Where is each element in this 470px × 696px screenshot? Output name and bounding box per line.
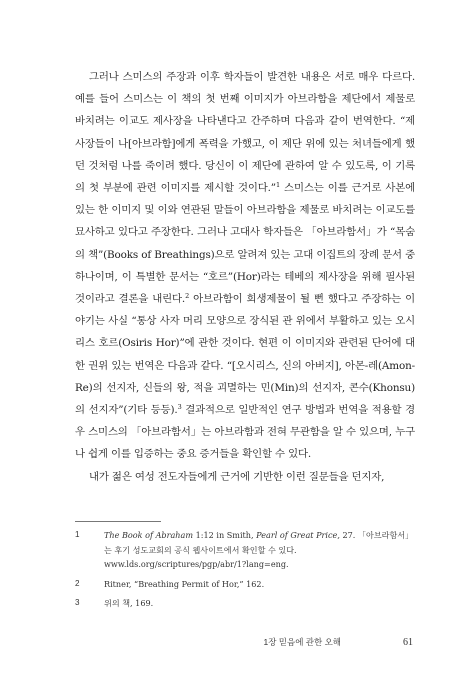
italic-title: Pearl of Great Price, bbox=[256, 530, 340, 540]
footnote-ref: 2 bbox=[185, 292, 190, 301]
footnotes bbox=[75, 528, 415, 616]
body-paragraph bbox=[75, 466, 415, 488]
footnote-number: 3 bbox=[75, 598, 80, 607]
footnote-text bbox=[104, 528, 415, 572]
body-paragraph bbox=[75, 66, 415, 466]
footnote bbox=[75, 577, 415, 592]
footnote-text bbox=[104, 577, 415, 592]
text-run: 27. 「아브라함서」는 후기 성도교회의 공식 웹사이트에서 확인할 수 있다. www.lds.org/scriptures/pgp/abr/1?lang=eng. bbox=[104, 530, 414, 569]
text-run: 스미스는 이를 근거로 사본에 있는 한 이미지 및 이와 연관된 말들이 아브라함을 제물로 바치려는 이교도를 묘사하고 있다고 주장한다. 그러나 고대사 학자들은 「아브라함서」가 “목숨의 책”(Books of Breathings)으로 알려져 있는 고대 이집트의 장례 문서 중 하나이며, 이 특별한 문서는 “호르”(Hor)라는 테베의 제사장을 위해 필사된 것이라고 결론을 내린다. bbox=[75, 182, 415, 306]
footnote-number: 2 bbox=[75, 578, 80, 588]
page-number: 61 bbox=[403, 637, 413, 648]
footnote-ref: 1 bbox=[275, 181, 280, 190]
text-run: 결과적으로 일반적인 연구 방법과 번역을 적용할 경우 스미스의 「아브라함서」는 아브라함과 전혀 무관함을 알 수 있으며, 누구나 쉽게 이를 입증하는 중요 증거들을 확인할 수 있다. bbox=[75, 404, 416, 461]
text-run: 그러나 스미스의 주장과 이후 학자들이 발견한 내용은 서로 매우 다르다. 예를 들어 스미스는 이 책의 첫 번째 이미지가 아브라함을 제단에서 제물로 바치려는 이교도 제사장을 나타낸다고 간주하며 다음과 같이 번역한다. “제사장들이 나[아브라함]에게 폭력을 가했고, 이 제단 위에 있는 처녀들에게 했던 것처럼 나를 죽이려 했다. 당신이 이 제단에 관하여 알 수 있도록, 이 기록의 첫 부분에 관련 이미지를 제시할 것이다.” bbox=[75, 71, 415, 195]
chapter-title: 1장 믿음에 관한 오해 bbox=[263, 637, 341, 647]
text-run: 위의 책, 169. bbox=[104, 598, 154, 608]
footnote-ref: 3 bbox=[177, 403, 182, 412]
running-footer bbox=[0, 636, 413, 648]
footnote-number: 1 bbox=[75, 530, 80, 539]
footnote-rule bbox=[75, 521, 161, 522]
footnote bbox=[75, 528, 415, 572]
text-run: 아브라함이 희생제물이 될 뻔 했다고 주장하는 이야기는 사실 “통상 사자 머리 모양으로 장식된 관 위에서 부활하고 있는 오시리스 호르(Osiris Hor)”에 관한 것이다. 현편 이 이미지와 관련된 단어에 대한 권위 있는 번역은 다음과 같다. “[오시리스, 신의 아버지], 아몬-레(Amon-Re)의 선지자, 신들의 왕, 적을 괴멸하는 민(Min)의 선지자, 콘수(Khonsu)의 선지자”(기타 등등). bbox=[75, 293, 415, 417]
body-text bbox=[75, 66, 415, 488]
text-run: 1:12 in Smith, bbox=[193, 530, 257, 540]
text-run: 내가 젊은 여성 전도자들에게 근거에 기반한 이런 질문들을 던지자, bbox=[89, 470, 385, 483]
footnote-text bbox=[104, 596, 415, 611]
italic-title: The Book of Abraham bbox=[104, 530, 194, 540]
footnote bbox=[75, 596, 415, 611]
text-run: Ritner, “Breathing Permit of Hor,” 162. bbox=[104, 578, 265, 589]
